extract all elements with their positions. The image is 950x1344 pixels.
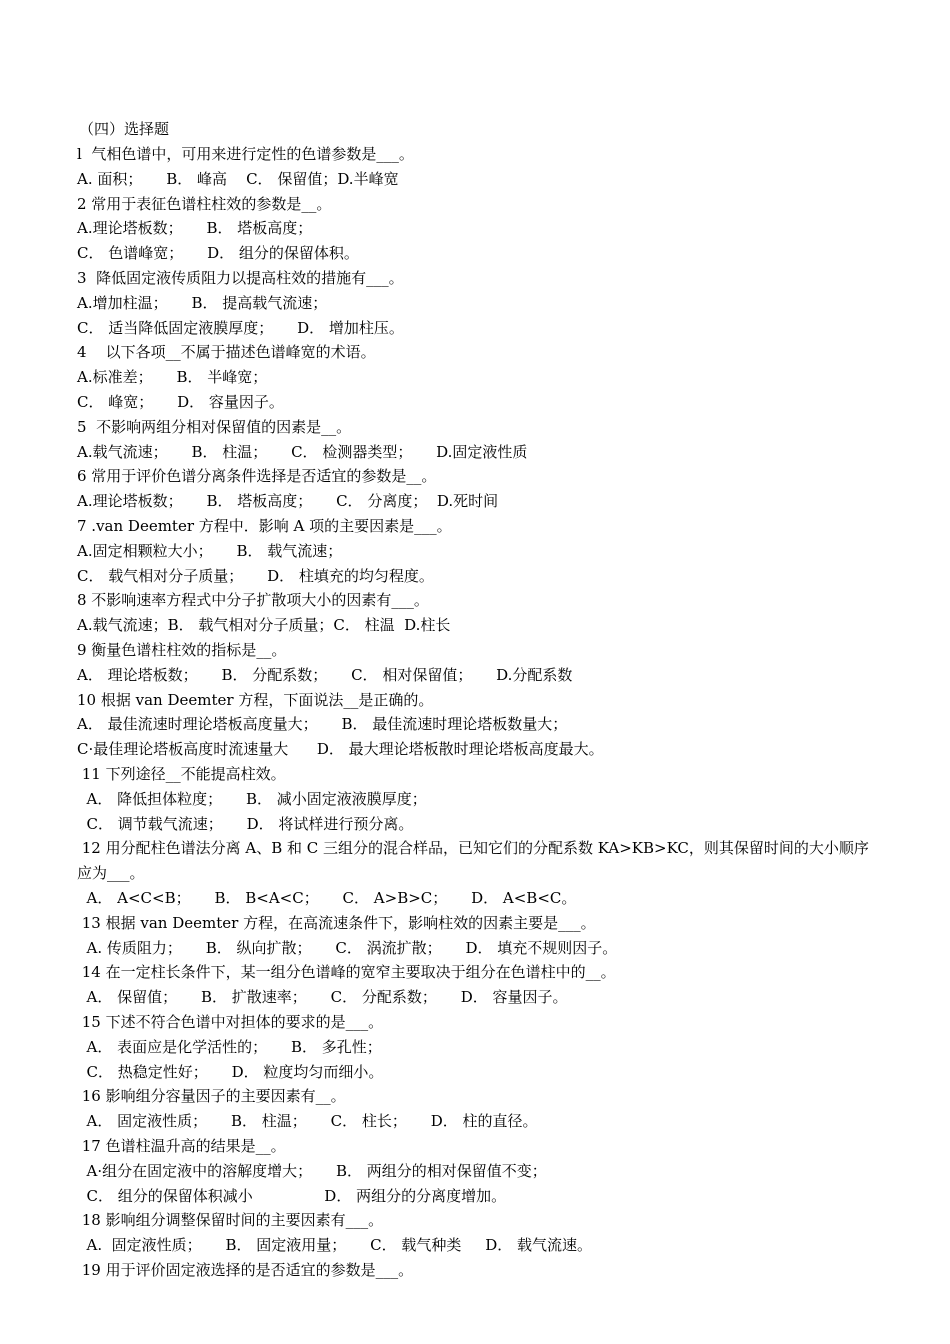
answer-options: A. 固定液性质； B． 固定液用量； C． 载气种类 D． 载气流速。 [77, 1236, 593, 1254]
answer-options: A.理论塔板数； B． 塔板高度； C． 分离度； D.死时间 [77, 492, 499, 510]
question-text-continued: 应为___。 [77, 864, 145, 882]
question-text: 11 下列途径__不能提高柱效。 [77, 765, 286, 783]
question-text: 9 衡量色谱柱柱效的指标是__。 [77, 641, 287, 659]
question-text: 12 用分配柱色谱法分离 A、B 和 C 三组分的混合样品，已知它们的分配系数 KA>KB>KC，则其保留时间的大小顺序 [77, 839, 869, 857]
answer-options: A.标准差； B． 半峰宽； [77, 368, 268, 386]
answer-options: C． 组分的保留体积减小 D． 两组分的分离度增加。 [77, 1187, 507, 1205]
answer-options: C． 适当降低固定液膜厚度； D． 增加柱压。 [77, 319, 404, 337]
answer-options: A． A<C<B； B． B<A<C； C． A>B>C； D． A<B<C。 [77, 889, 577, 907]
question-text: 18 影响组分调整保留时间的主要因素有___。 [77, 1211, 384, 1229]
question-text: 6 常用于评价色谱分离条件选择是否适宜的参数是__。 [77, 467, 437, 485]
question-text: 16 影响组分容量因子的主要因素有__。 [77, 1087, 346, 1105]
answer-options: A.载气流速； B． 柱温； C． 检测器类型； D.固定液性质 [77, 443, 528, 461]
answer-options: A. 面积； B． 峰高 C． 保留值；D.半峰宽 [77, 170, 399, 188]
answer-options: A. 传质阻力； B． 纵向扩散； C． 涡流扩散； D． 填充不规则因子。 [77, 939, 618, 957]
question-text: 17 色谱柱温升高的结果是__。 [77, 1137, 286, 1155]
answer-options: A·组分在固定液中的溶解度增大； B． 两组分的相对保留值不变； [77, 1162, 547, 1180]
answer-options: A.固定相颗粒大小； B． 载气流速； [77, 542, 343, 560]
question-text: 4 以下各项__不属于描述色谱峰宽的术语。 [77, 343, 376, 361]
answer-options: A． 固定液性质； B． 柱温； C． 柱长； D． 柱的直径。 [77, 1112, 538, 1130]
answer-options: A.理论塔板数； B． 塔板高度； [77, 219, 313, 237]
question-text: 13 根据 van Deemter 方程，在高流速条件下，影响柱效的因素主要是___。 [77, 914, 596, 932]
question-text: 19 用于评价固定液选择的是否适宜的参数是___。 [77, 1261, 414, 1279]
answer-options: C． 峰宽； D． 容量因子。 [77, 393, 284, 411]
question-text: l 气相色谱中，可用来进行定性的色谱参数是___。 [77, 145, 414, 163]
question-text: 2 常用于表征色谱柱柱效的参数是__。 [77, 195, 332, 213]
answer-options: C． 色谱峰宽； D． 组分的保留体积。 [77, 244, 359, 262]
answer-options: C． 载气相对分子质量； D． 柱填充的均匀程度。 [77, 567, 434, 585]
answer-options: C． 热稳定性好； D． 粒度均匀而细小。 [77, 1063, 384, 1081]
section-title: （四）选择题 [79, 120, 170, 138]
answer-options: A． 降低担体粒度； B． 减小固定液液膜厚度； [77, 790, 427, 808]
question-text: 14 在一定柱长条件下，某一组分色谱峰的宽窄主要取决于组分在色谱柱中的__。 [77, 963, 616, 981]
answer-options: A． 理论塔板数； B． 分配系数； C． 相对保留值； D.分配系数 [77, 666, 573, 684]
answer-options: C·最佳理论塔板高度时流速量大 D． 最大理论塔板散时理论塔板高度最大。 [77, 740, 604, 758]
question-text: 10 根据 van Deemter 方程，下面说法__是正确的。 [77, 691, 434, 709]
answer-options: C． 调节载气流速； D． 将试样进行预分离。 [77, 815, 414, 833]
question-text: 7 .van Deemter 方程中．影响 A 项的主要因素是___。 [77, 517, 452, 535]
question-text: 8 不影响速率方程式中分子扩散项大小的因素有___。 [77, 591, 429, 609]
question-text: 5 不影响两组分相对保留值的因素是__。 [77, 418, 352, 436]
answer-options: A． 保留值； B． 扩散速率； C． 分配系数； D． 容量因子。 [77, 988, 568, 1006]
answer-options: A． 最佳流速时理论塔板高度量大； B． 最佳流速时理论塔板数量大； [77, 715, 568, 733]
question-text: 3 降低固定液传质阻力以提高柱效的措施有___。 [77, 269, 404, 287]
answer-options: A.载气流速；B． 载气相对分子质量；C． 柱温 D.柱长 [77, 616, 451, 634]
answer-options: A.增加柱温； B． 提高载气流速； [77, 294, 328, 312]
question-text: 15 下述不符合色谱中对担体的要求的是___。 [77, 1013, 384, 1031]
answer-options: A． 表面应是化学活性的； B． 多孔性； [77, 1038, 382, 1056]
